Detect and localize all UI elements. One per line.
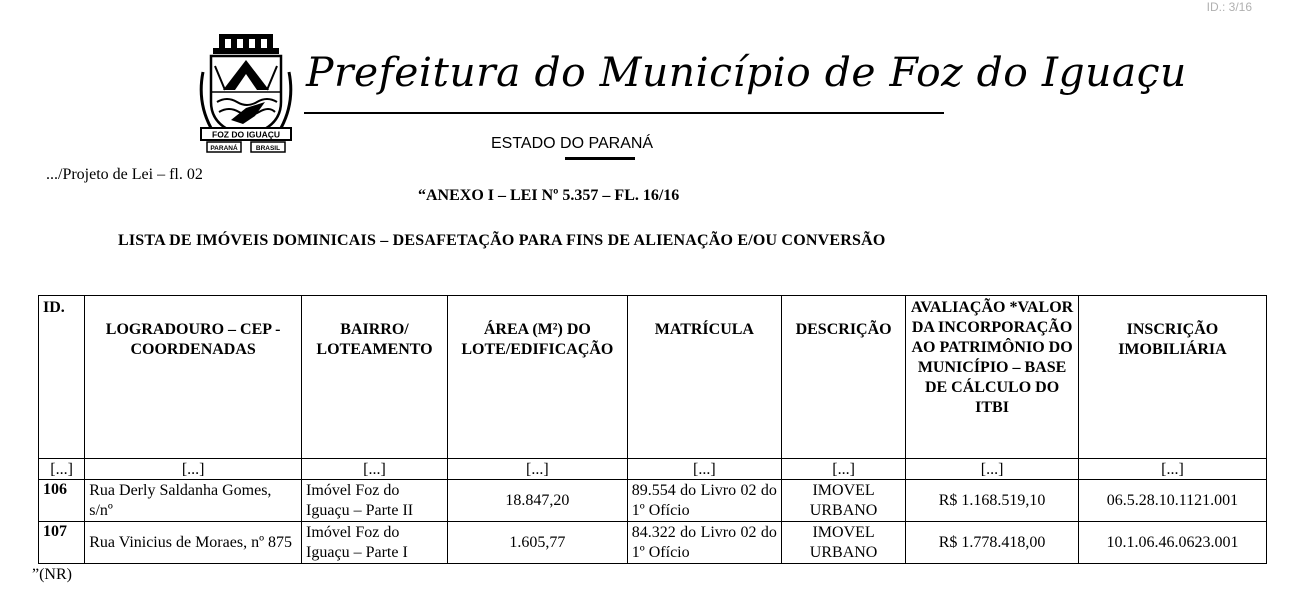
municipal-crest-logo xyxy=(195,32,297,158)
cell-logradouro: Rua Derly Saldanha Gomes, s/nº xyxy=(85,480,302,522)
crest-left-text: PARANÁ xyxy=(210,145,238,152)
cell-id: 106 xyxy=(39,480,85,522)
continuation-note: .../Projeto de Lei – fl. 02 xyxy=(46,166,203,183)
header-descricao: DESCRIÇÃO xyxy=(781,296,905,459)
document-id: ID.: 3/16 xyxy=(1206,0,1252,14)
closing-mark: ”(NR) xyxy=(32,566,72,583)
letterhead-title: Prefeitura do Município de Foz do Iguaçu xyxy=(306,50,1187,96)
cell-bairro: Imóvel Foz do Iguaçu – Parte I xyxy=(302,522,448,564)
table-header-row xyxy=(39,296,1267,459)
list-title: LISTA DE IMÓVEIS DOMINICAIS – DESAFETAÇÃO PARA FINS DE ALIENAÇÃO E/OU CONVERSÃO xyxy=(118,232,886,249)
ellipsis-cell: [...] xyxy=(39,459,85,480)
ellipsis-cell: [...] xyxy=(781,459,905,480)
ellipsis-cell: [...] xyxy=(1078,459,1266,480)
cell-id: 107 xyxy=(39,522,85,564)
annex-title: “ANEXO I – LEI Nº 5.357 – FL. 16/16 xyxy=(418,187,680,204)
ellipsis-cell: [...] xyxy=(627,459,781,480)
ellipsis-cell: [...] xyxy=(447,459,627,480)
crest-banner-text: FOZ DO IGUAÇU xyxy=(212,129,280,140)
ellipsis-cell: [...] xyxy=(85,459,302,480)
header-inscricao: INSCRIÇÃO IMOBILIÁRIA xyxy=(1078,296,1266,459)
ellipsis-cell: [...] xyxy=(302,459,448,480)
cell-logradouro: Rua Vinicius de Moraes, nº 875 xyxy=(85,522,302,564)
cell-descricao: IMOVEL URBANO xyxy=(781,480,905,522)
cell-avaliacao: R$ 1.778.418,00 xyxy=(906,522,1079,564)
state-name: ESTADO DO PARANÁ xyxy=(491,135,654,152)
header-bairro: BAIRRO/ LOTEAMENTO xyxy=(302,296,448,459)
table-row xyxy=(39,522,1267,564)
table-row xyxy=(39,480,1267,522)
property-table xyxy=(38,295,1267,564)
cell-descricao: IMOVEL URBANO xyxy=(781,522,905,564)
letterhead-rule xyxy=(304,112,944,114)
cell-bairro: Imóvel Foz do Iguaçu – Parte II xyxy=(302,480,448,522)
cell-inscricao: 06.5.28.10.1121.001 xyxy=(1078,480,1266,522)
header-matricula: MATRÍCULA xyxy=(627,296,781,459)
cell-avaliacao: R$ 1.168.519,10 xyxy=(906,480,1079,522)
cell-area: 1.605,77 xyxy=(447,522,627,564)
cell-inscricao: 10.1.06.46.0623.001 xyxy=(1078,522,1266,564)
header-area: ÁREA (M²) DO LOTE/EDIFICAÇÃO xyxy=(447,296,627,459)
state-underline xyxy=(565,157,635,160)
ellipsis-row xyxy=(39,459,1267,480)
header-avaliacao: AVALIAÇÃO *VALOR DA INCORPORAÇÃO AO PATRIMÔNIO DO MUNICÍPIO – BASE DE CÁLCULO DO ITBI xyxy=(906,296,1079,459)
header-id: ID. xyxy=(39,296,85,459)
cell-matricula: 84.322 do Livro 02 do 1º Ofício xyxy=(627,522,781,564)
ellipsis-cell: [...] xyxy=(906,459,1079,480)
cell-matricula: 89.554 do Livro 02 do 1º Ofício xyxy=(627,480,781,522)
header-logradouro: LOGRADOURO – CEP - COORDENADAS xyxy=(85,296,302,459)
cell-area: 18.847,20 xyxy=(447,480,627,522)
crest-right-text: BRASIL xyxy=(255,145,281,152)
